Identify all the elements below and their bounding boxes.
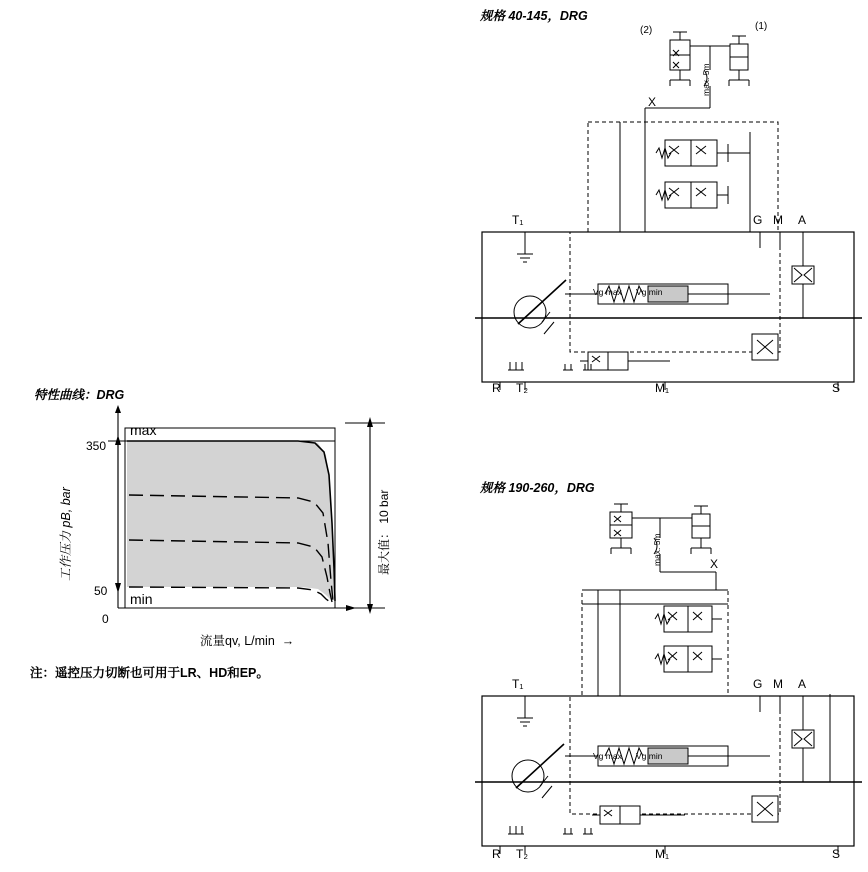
y-tick-50: 50 — [94, 584, 108, 598]
y-axis-title: 工作压力 pB, bar — [59, 487, 73, 581]
port-t2-top: T₂ — [516, 381, 528, 395]
diagram-bottom-title: 规格 190-260，DRG — [480, 481, 595, 495]
band-max-label: max — [130, 422, 157, 438]
port-a-bottom: A — [798, 677, 807, 691]
vg-max-top: Vg max — [593, 287, 622, 297]
right-axis-title: 最大值： 10 bar — [377, 489, 391, 575]
port-m-bottom: M — [773, 677, 783, 691]
x-axis-title — [200, 635, 294, 648]
diagram-190-260-drg — [470, 478, 868, 872]
callout-1: (1) — [755, 21, 768, 32]
x-axis-arrow-glyph: → — [278, 634, 295, 648]
port-x-bottom: X — [710, 557, 719, 571]
max-5m-label-bottom: max. 5m — [652, 533, 662, 566]
port-g-top: G — [753, 213, 763, 227]
port-m1-bottom: M₁ — [655, 847, 670, 861]
chart-note: 注：遥控压力切断也可用于LR、HD和EP。 — [30, 666, 269, 680]
port-x-top: X — [648, 95, 657, 109]
port-m1-top: M₁ — [655, 381, 670, 395]
port-t1-bottom: T₁ — [512, 677, 524, 691]
port-t1-top: T₁ — [512, 213, 524, 227]
port-s-bottom: S — [832, 847, 841, 861]
band-min-label: min — [130, 591, 153, 607]
port-a-top: A — [798, 213, 807, 227]
port-m-top: M — [773, 213, 783, 227]
diagram-bottom-svg — [470, 494, 868, 872]
port-r-top: R — [492, 381, 501, 395]
diagram-top-title: 规格 40-145，DRG — [480, 9, 588, 23]
diagram-40-145-drg — [470, 4, 868, 404]
port-r-bottom: R — [492, 847, 501, 861]
vg-max-bottom: Vg max — [593, 751, 622, 761]
vg-min-top: Vg min — [636, 287, 663, 297]
y-tick-0: 0 — [102, 612, 109, 626]
vg-min-bottom: Vg min — [636, 751, 663, 761]
callout-2: (2) — [640, 25, 653, 36]
port-s-top: S — [832, 381, 841, 395]
port-t2-bottom: T₂ — [516, 847, 528, 861]
characteristic-curve-panel — [30, 385, 430, 680]
diagram-top-svg — [470, 22, 868, 404]
max-5m-label-top: max. 5m — [701, 63, 711, 96]
chart-title: 特性曲线：DRG — [34, 388, 125, 402]
x-axis-title-text: 流量qv, L/min — [200, 634, 275, 648]
y-tick-350: 350 — [86, 439, 107, 453]
port-g-bottom: G — [753, 677, 763, 691]
